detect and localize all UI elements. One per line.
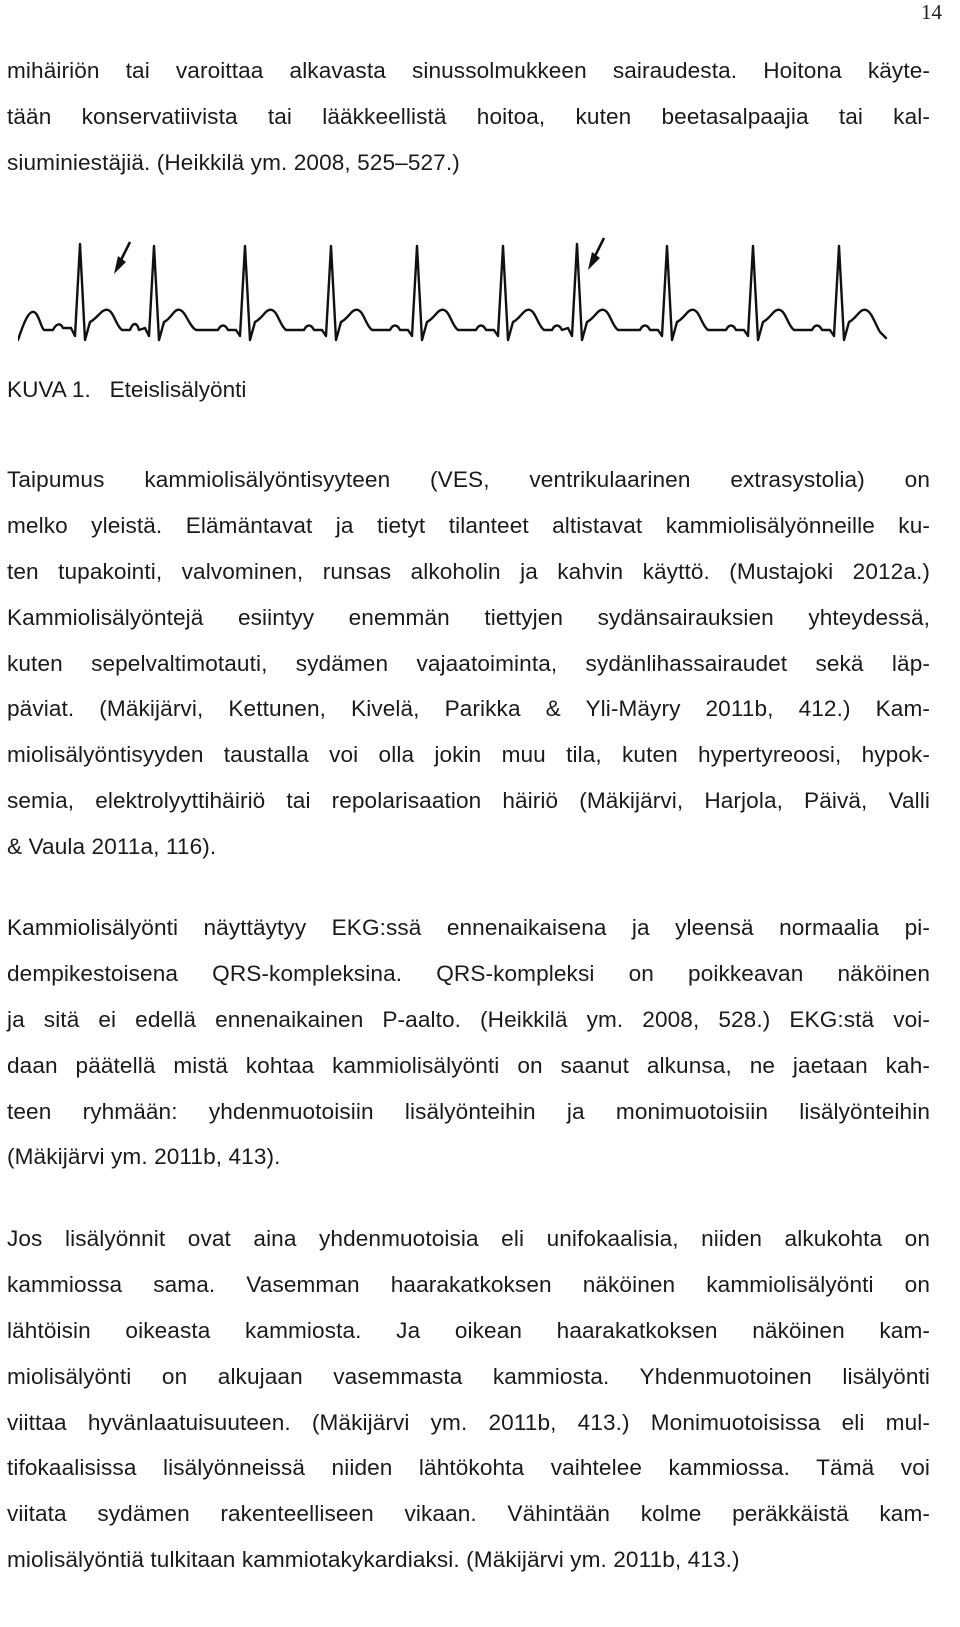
- text-line: miolisälyöntisyyden taustalla voi olla jokin muu tila, kuten hypertyreoosi, hypok-: [7, 742, 930, 768]
- ecg-trace: [18, 244, 886, 340]
- text-line: siuminiestäjiä. (Heikkilä ym. 2008, 525–527.): [7, 149, 460, 175]
- ecg-figure: [18, 228, 898, 360]
- text-line: (Mäkijärvi ym. 2011b, 413).: [7, 1144, 281, 1170]
- figure-caption: [7, 367, 246, 413]
- paragraph-ves-tendency: [7, 457, 930, 870]
- text-line: viitata sydämen rakenteelliseen vikaan. Vähintään kolme peräkkäistä kam-: [7, 1501, 930, 1527]
- figure-title: Eteislisälyönti: [109, 377, 247, 402]
- text-line: päviat. (Mäkijärvi, Kettunen, Kivelä, Parikka & Yli-Mäyry 2011b, 412.) Kam-: [7, 696, 930, 722]
- text-line: semia, elektrolyyttihäiriö tai repolarisaation häiriö (Mäkijärvi, Harjola, Päivä, Valli: [7, 788, 930, 814]
- text-line: & Vaula 2011a, 116).: [7, 834, 217, 860]
- text-line: ten tupakointi, valvominen, runsas alkoholin ja kahvin käyttö. (Mustajoki 2012a.): [7, 558, 930, 584]
- paragraph-ves-ecg: [7, 905, 930, 1180]
- text-line: tifokaalisissa lisälyönneissä niiden lähtökohta vaihtelee kammiossa. Tämä voi: [7, 1455, 930, 1481]
- text-line: dempikestoisena QRS-kompleksina. QRS-kompleksi on poikkeavan näköinen: [7, 960, 930, 986]
- text-line: Kammiolisälyöntejä esiintyy enemmän tiettyjen sydänsairauksien yhteydessä,: [7, 604, 930, 630]
- text-line: kuten sepelvaltimotauti, sydämen vajaatoiminta, sydänlihassairaudet sekä läp-: [7, 650, 930, 676]
- text-line: miolisälyönti on alkujaan vasemmasta kammiosta. Yhdenmuotoinen lisälyönti: [7, 1363, 930, 1389]
- text-line: Kammiolisälyönti näyttäytyy EKG:ssä ennenaikaisena ja yleensä normaalia pi-: [7, 915, 930, 940]
- page-number: 14: [921, 0, 942, 24]
- text-line: melko yleistä. Elämäntavat ja tietyt tilanteet altistavat kammiolisälyönneille ku-: [7, 512, 930, 538]
- text-line: Jos lisälyönnit ovat aina yhdenmuotoisia eli unifokaalisia, niiden alkukohta on: [7, 1226, 930, 1251]
- text-line: daan päätellä mistä kohtaa kammiolisälyönti on saanut alkunsa, ne jaetaan kah-: [7, 1052, 930, 1078]
- text-line: ja sitä ei edellä ennenaikainen P-aalto. (Heikkilä ym. 2008, 528.) EKG:stä voi-: [7, 1006, 930, 1032]
- text-line: viittaa hyvänlaatuisuuteen. (Mäkijärvi ym. 2011b, 413.) Monimuotoisissa eli mul-: [7, 1409, 930, 1435]
- paragraph-intro-continuation: [7, 48, 930, 186]
- text-line: tään konservatiivista tai lääkkeellistä hoitoa, kuten beetasalpaajia tai kal-: [7, 103, 930, 129]
- text-line: teen ryhmään: yhdenmuotoisiin lisälyönteihin ja monimuotoisiin lisälyönteihin: [7, 1098, 930, 1124]
- arrow-down-left-icon: [588, 238, 604, 270]
- figure-label: KUVA 1.: [7, 377, 91, 402]
- text-line: kammiossa sama. Vasemman haarakatkoksen näköinen kammiolisälyönti on: [7, 1271, 930, 1297]
- text-line: lähtöisin oikeasta kammiosta. Ja oikean haarakatkoksen näköinen kam-: [7, 1317, 930, 1343]
- text-line: Taipumus kammiolisälyöntisyyteen (VES, ventrikulaarinen extrasystolia) on: [7, 467, 930, 492]
- arrow-down-left-icon: [114, 242, 130, 274]
- paragraph-unifocal-multifocal: [7, 1216, 930, 1583]
- text-line: mihäiriön tai varoittaa alkavasta sinussolmukkeen sairaudesta. Hoitona käyte-: [7, 58, 930, 83]
- text-line: miolisälyöntiä tulkitaan kammiotakykardiaksi. (Mäkijärvi ym. 2011b, 413.): [7, 1547, 740, 1573]
